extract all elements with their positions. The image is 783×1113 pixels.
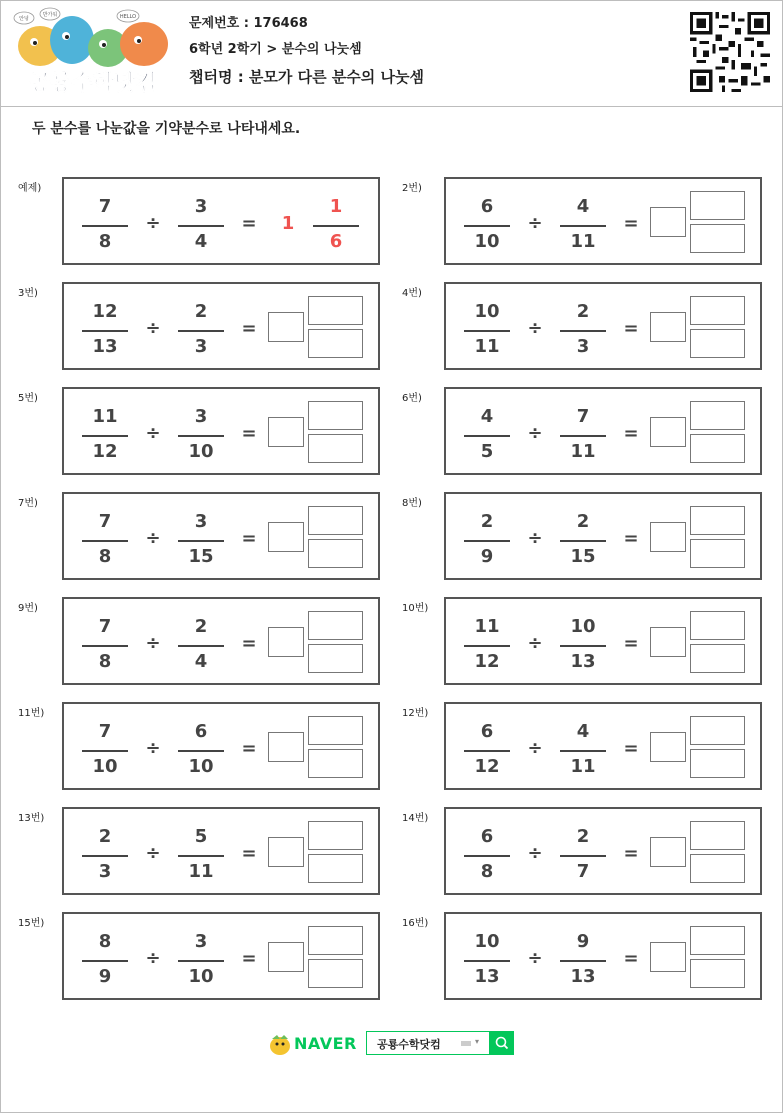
denominator: 3 — [576, 336, 590, 357]
fraction-bar — [464, 540, 510, 542]
problem-label: 6번) — [402, 393, 422, 404]
answer-numerator-input[interactable] — [308, 611, 363, 640]
equals-sign: = — [241, 213, 257, 234]
example-problem-box — [62, 177, 380, 265]
numerator: 4 — [480, 406, 494, 427]
division-sign: ÷ — [527, 318, 543, 339]
problem-label: 11번) — [18, 708, 45, 719]
fraction-bar — [178, 855, 224, 857]
numerator: 11 — [92, 406, 118, 427]
denominator: 10 — [188, 756, 214, 777]
numerator: 7 — [98, 616, 112, 637]
equals-sign: = — [623, 318, 639, 339]
denominator: 8 — [98, 651, 112, 672]
fraction-bar — [464, 855, 510, 857]
denominator: 5 — [480, 441, 494, 462]
numerator: 7 — [98, 721, 112, 742]
denominator: 11 — [188, 861, 214, 882]
answer-numerator-input[interactable] — [308, 926, 363, 955]
answer-numerator-input[interactable] — [690, 296, 745, 325]
numerator: 3 — [194, 406, 208, 427]
problem-box — [62, 702, 380, 790]
denominator: 13 — [570, 651, 596, 672]
answer-whole-input[interactable] — [268, 312, 304, 342]
numerator: 4 — [576, 721, 590, 742]
answer-denominator-input[interactable] — [308, 644, 363, 673]
answer-whole-input[interactable] — [268, 627, 304, 657]
problem-label: 14번) — [402, 813, 429, 824]
problem-box — [444, 702, 762, 790]
denominator: 13 — [474, 966, 500, 987]
numerator: 6 — [480, 721, 494, 742]
problem-box — [62, 807, 380, 895]
fraction-bar — [560, 960, 606, 962]
problem-label: 7번) — [18, 498, 38, 509]
numerator: 3 — [194, 196, 208, 217]
division-sign: ÷ — [145, 738, 161, 759]
numerator: 7 — [98, 511, 112, 532]
numerator: 2 — [576, 301, 590, 322]
division-sign: ÷ — [527, 948, 543, 969]
fraction-bar — [82, 435, 128, 437]
answer-denominator-input[interactable] — [308, 539, 363, 568]
fraction-bar — [178, 225, 224, 227]
division-sign: ÷ — [527, 423, 543, 444]
dinosaur-logo — [10, 6, 176, 98]
problem-label: 12번) — [402, 708, 429, 719]
denominator: 3 — [98, 861, 112, 882]
problem-box — [444, 282, 762, 370]
fraction-bar — [560, 855, 606, 857]
logo-speech-1: 안녕 — [19, 16, 29, 22]
header-divider — [0, 106, 783, 107]
denominator: 12 — [92, 441, 118, 462]
division-sign: ÷ — [527, 738, 543, 759]
fraction-bar — [560, 435, 606, 437]
division-sign: ÷ — [145, 633, 161, 654]
answer-denominator-input[interactable] — [690, 434, 745, 463]
naver-search-input[interactable] — [366, 1031, 490, 1055]
dropdown-arrow-icon: ▾ — [475, 1037, 480, 1046]
problem-box — [444, 912, 762, 1000]
keyboard-icon — [461, 1041, 471, 1046]
problem-box — [444, 807, 762, 895]
denominator: 9 — [480, 546, 494, 567]
denominator: 9 — [98, 966, 112, 987]
problem-number: 문제번호 : 176468 — [189, 16, 308, 31]
answer-denominator-input[interactable] — [308, 434, 363, 463]
problem-box — [444, 177, 762, 265]
fraction-bar — [178, 435, 224, 437]
problem-label: 13번) — [18, 813, 45, 824]
problem-label: 예제) — [18, 183, 42, 194]
numerator: 2 — [576, 511, 590, 532]
equals-sign: = — [623, 948, 639, 969]
numerator: 1 — [329, 196, 343, 217]
numerator: 8 — [98, 931, 112, 952]
search-button[interactable] — [490, 1031, 514, 1055]
equals-sign: = — [623, 213, 639, 234]
numerator: 11 — [474, 616, 500, 637]
fraction-bar — [82, 330, 128, 332]
equals-sign: = — [241, 633, 257, 654]
division-sign: ÷ — [527, 528, 543, 549]
denominator: 3 — [194, 336, 208, 357]
denominator: 10 — [188, 441, 214, 462]
denominator: 12 — [474, 651, 500, 672]
answer-numerator-input[interactable] — [690, 926, 745, 955]
answer-whole-input[interactable] — [268, 732, 304, 762]
answer-whole-input[interactable] — [650, 732, 686, 762]
numerator: 2 — [194, 301, 208, 322]
answer-numerator-input[interactable] — [308, 296, 363, 325]
answer-whole-input[interactable] — [650, 522, 686, 552]
denominator: 10 — [92, 756, 118, 777]
answer-denominator-input[interactable] — [690, 224, 745, 253]
denominator: 4 — [194, 651, 208, 672]
answer-whole-input[interactable] — [268, 522, 304, 552]
division-sign: ÷ — [145, 318, 161, 339]
search-icon — [490, 1031, 514, 1055]
problem-box — [62, 912, 380, 1000]
fraction-bar — [82, 750, 128, 752]
numerator: 2 — [480, 511, 494, 532]
numerator: 7 — [576, 406, 590, 427]
answer-whole: 1 — [281, 213, 295, 234]
equals-sign: = — [241, 738, 257, 759]
naver-search-widget — [268, 1031, 514, 1057]
numerator: 7 — [98, 196, 112, 217]
numerator: 6 — [480, 196, 494, 217]
fraction-bar — [178, 540, 224, 542]
fraction-bar — [464, 435, 510, 437]
denominator: 13 — [92, 336, 118, 357]
answer-denominator-input[interactable] — [690, 959, 745, 988]
equals-sign: = — [623, 528, 639, 549]
answer-denominator-input[interactable] — [308, 854, 363, 883]
equals-sign: = — [623, 633, 639, 654]
fraction-bar — [560, 225, 606, 227]
fraction-bar — [178, 960, 224, 962]
answer-denominator-input[interactable] — [690, 749, 745, 778]
numerator: 10 — [570, 616, 596, 637]
numerator: 6 — [194, 721, 208, 742]
fraction-bar — [464, 225, 510, 227]
problem-label: 10번) — [402, 603, 429, 614]
fraction-bar — [560, 750, 606, 752]
numerator: 2 — [98, 826, 112, 847]
naver-mascot-icon — [268, 1031, 292, 1057]
numerator: 10 — [474, 931, 500, 952]
division-sign: ÷ — [527, 213, 543, 234]
search-input-value: 공룡수학닷컴 — [377, 1038, 441, 1051]
denominator: 7 — [576, 861, 590, 882]
fraction-bar — [560, 330, 606, 332]
fraction-bar — [560, 540, 606, 542]
answer-whole-input[interactable] — [650, 312, 686, 342]
course-breadcrumb: 6학년 2학기 > 분수의 나눗셈 — [189, 42, 362, 57]
fraction-bar — [82, 960, 128, 962]
denominator: 13 — [570, 966, 596, 987]
answer-whole-input[interactable] — [650, 942, 686, 972]
fraction-bar — [464, 330, 510, 332]
logo-text: 공룡수학닷컴 — [29, 71, 157, 96]
fraction-bar — [82, 855, 128, 857]
denominator: 15 — [188, 546, 214, 567]
denominator: 4 — [194, 231, 208, 252]
answer-numerator-input[interactable] — [690, 506, 745, 535]
division-sign: ÷ — [145, 213, 161, 234]
equals-sign: = — [241, 948, 257, 969]
answer-denominator-input[interactable] — [690, 329, 745, 358]
denominator: 8 — [98, 231, 112, 252]
denominator: 11 — [570, 756, 596, 777]
problem-box — [444, 492, 762, 580]
denominator: 12 — [474, 756, 500, 777]
fraction-bar — [464, 750, 510, 752]
denominator: 15 — [570, 546, 596, 567]
problem-box — [62, 387, 380, 475]
answer-whole-input[interactable] — [268, 417, 304, 447]
problem-box — [444, 387, 762, 475]
fraction-bar — [82, 225, 128, 227]
answer-numerator-input[interactable] — [690, 821, 745, 850]
numerator: 2 — [576, 826, 590, 847]
equals-sign: = — [241, 843, 257, 864]
problem-box — [444, 597, 762, 685]
logo-speech-2: 반가워 — [42, 12, 58, 18]
numerator: 5 — [194, 826, 208, 847]
logo-speech-3: HELLO — [119, 14, 137, 20]
answer-numerator-input[interactable] — [690, 401, 745, 430]
instruction-text: 두 분수를 나눈값을 기약분수로 나타내세요. — [32, 121, 301, 137]
problem-label: 4번) — [402, 288, 422, 299]
answer-whole-input[interactable] — [268, 837, 304, 867]
problem-box — [62, 492, 380, 580]
answer-numerator-input[interactable] — [690, 191, 745, 220]
division-sign: ÷ — [527, 633, 543, 654]
answer-numerator-input[interactable] — [308, 506, 363, 535]
answer-denominator-input[interactable] — [690, 539, 745, 568]
fraction-bar — [464, 960, 510, 962]
numerator: 4 — [576, 196, 590, 217]
numerator: 6 — [480, 826, 494, 847]
fraction-bar — [464, 645, 510, 647]
answer-numerator-input[interactable] — [308, 401, 363, 430]
division-sign: ÷ — [145, 948, 161, 969]
problem-label: 3번) — [18, 288, 38, 299]
problem-box — [62, 282, 380, 370]
fraction-bar — [560, 645, 606, 647]
answer-numerator-input[interactable] — [690, 611, 745, 640]
numerator: 12 — [92, 301, 118, 322]
answer-whole-input[interactable] — [650, 207, 686, 237]
answer-denominator-input[interactable] — [308, 749, 363, 778]
equals-sign: = — [241, 318, 257, 339]
answer-denominator-input[interactable] — [308, 329, 363, 358]
numerator: 10 — [474, 301, 500, 322]
problem-label: 2번) — [402, 183, 422, 194]
answer-whole-input[interactable] — [650, 837, 686, 867]
denominator: 11 — [570, 231, 596, 252]
division-sign: ÷ — [527, 843, 543, 864]
fraction-bar — [313, 225, 359, 227]
answer-whole-input[interactable] — [650, 627, 686, 657]
chapter-title: 챕터명 : 분모가 다른 분수의 나눗셈 — [189, 68, 424, 86]
numerator: 9 — [576, 931, 590, 952]
answer-denominator-input[interactable] — [690, 644, 745, 673]
denominator: 8 — [98, 546, 112, 567]
naver-brand: NAVER — [294, 1034, 357, 1053]
fraction-bar — [178, 750, 224, 752]
problem-label: 15번) — [18, 918, 45, 929]
answer-whole-input[interactable] — [268, 942, 304, 972]
qr-code-icon — [690, 12, 770, 92]
answer-denominator-input[interactable] — [690, 854, 745, 883]
numerator: 2 — [194, 616, 208, 637]
denominator: 10 — [188, 966, 214, 987]
fraction-bar — [82, 645, 128, 647]
equals-sign: = — [623, 843, 639, 864]
division-sign: ÷ — [145, 423, 161, 444]
problem-label: 5번) — [18, 393, 38, 404]
answer-denominator-input[interactable] — [308, 959, 363, 988]
division-sign: ÷ — [145, 528, 161, 549]
equals-sign: = — [241, 423, 257, 444]
fraction-bar — [178, 645, 224, 647]
fraction-bar — [178, 330, 224, 332]
fraction-bar — [82, 540, 128, 542]
equals-sign: = — [623, 423, 639, 444]
numerator: 3 — [194, 511, 208, 532]
answer-numerator-input[interactable] — [308, 716, 363, 745]
problem-box — [62, 597, 380, 685]
answer-numerator-input[interactable] — [690, 716, 745, 745]
equals-sign: = — [241, 528, 257, 549]
denominator: 10 — [474, 231, 500, 252]
division-sign: ÷ — [145, 843, 161, 864]
denominator: 11 — [474, 336, 500, 357]
problem-label: 16번) — [402, 918, 429, 929]
denominator: 6 — [329, 231, 343, 252]
answer-whole-input[interactable] — [650, 417, 686, 447]
numerator: 3 — [194, 931, 208, 952]
equals-sign: = — [623, 738, 639, 759]
denominator: 11 — [570, 441, 596, 462]
answer-numerator-input[interactable] — [308, 821, 363, 850]
denominator: 8 — [480, 861, 494, 882]
problem-label: 9번) — [18, 603, 38, 614]
problem-label: 8번) — [402, 498, 422, 509]
